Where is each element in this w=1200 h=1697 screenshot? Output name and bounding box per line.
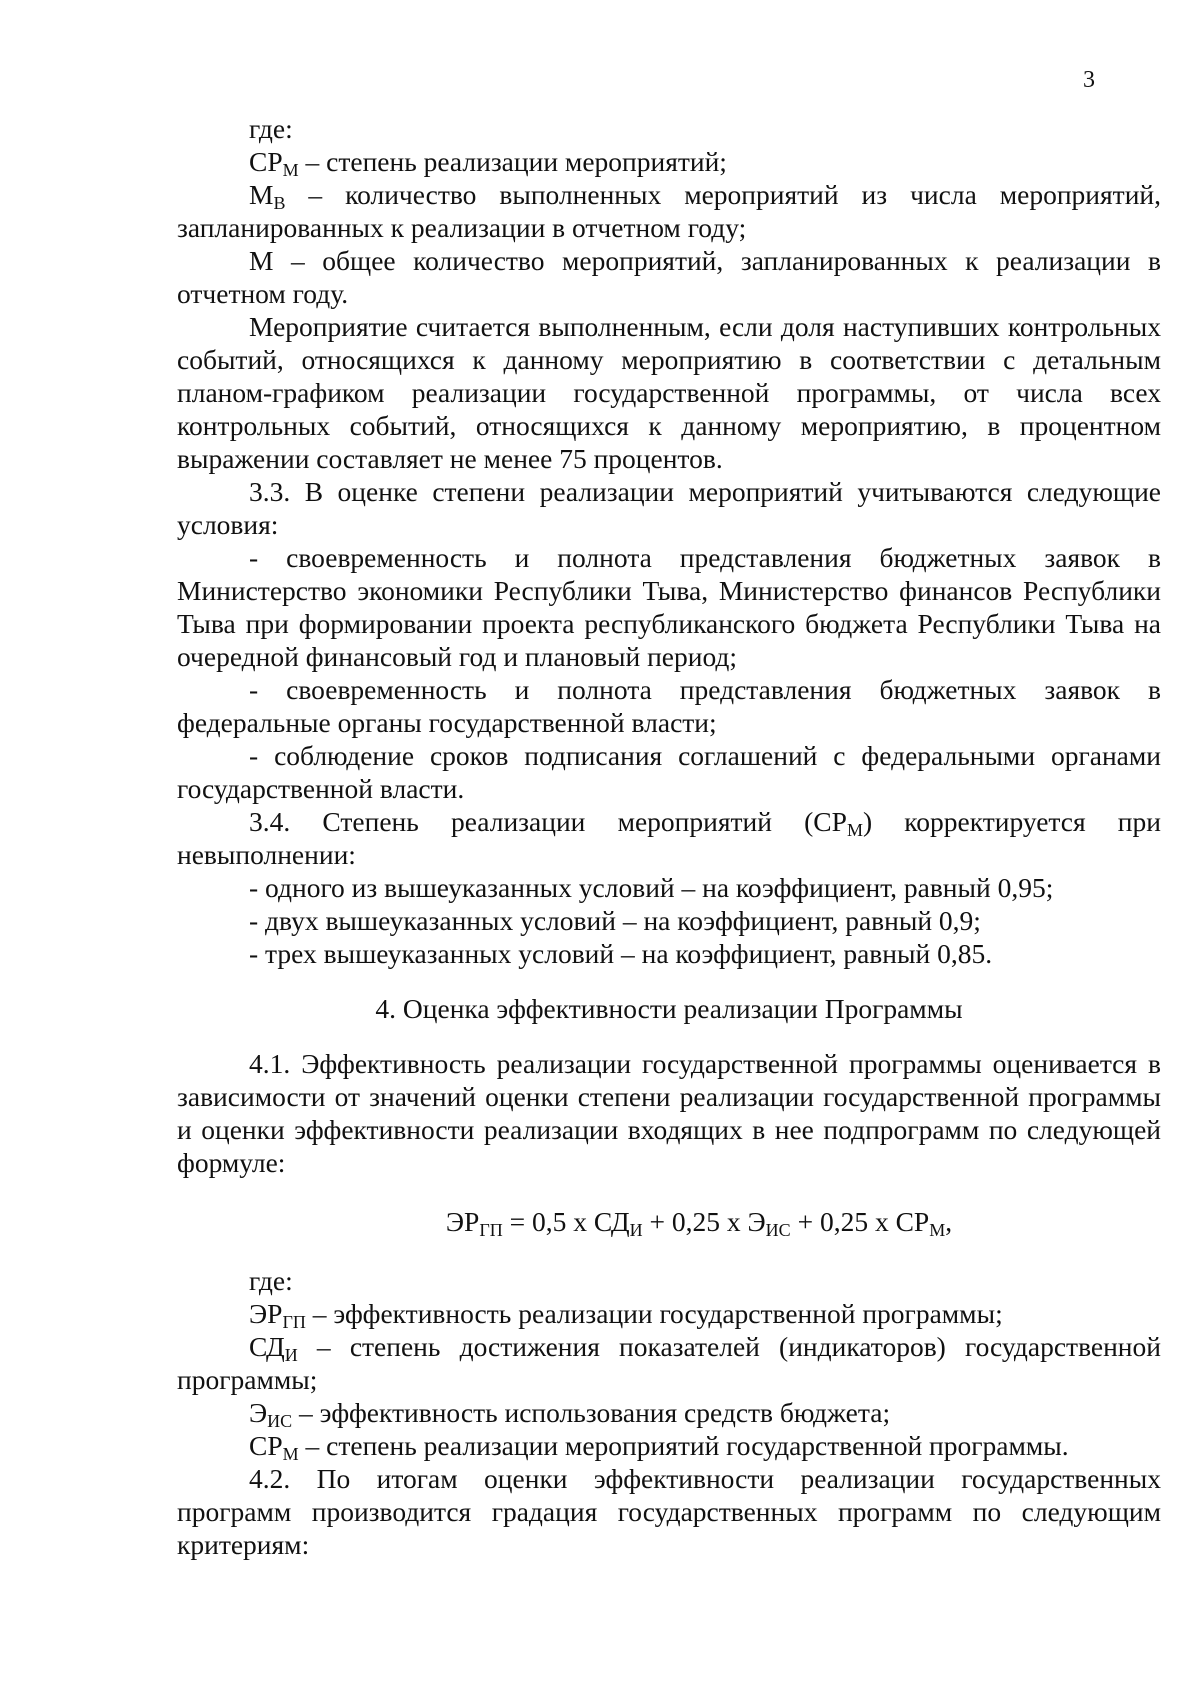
paragraph-completed-event: Мероприятие считается выполненным, если доля наступивших контрольных событий, относящихся к данному мероприятию в соответствии с детальным планом-графиком реализации государственной программы, от числа всех контрольных событий, относящихся к данному мероприятию, в процентном выражении составляет не менее 75 процентов.: [177, 311, 1161, 474]
formula-part: = 0,5 х СД: [502, 1206, 630, 1237]
symbol-sr: СР: [249, 1430, 283, 1461]
definition-m: М – общее количество мероприятий, запланированных к реализации в отчетном году.: [177, 245, 1161, 309]
definition-text: – степень реализации мероприятий;: [298, 146, 727, 177]
definition-sr: [177, 1429, 1161, 1462]
document-body: [177, 112, 1161, 1561]
definition-mv: [177, 178, 1161, 244]
subscript-m: М: [282, 1444, 299, 1464]
definition-e: [177, 1396, 1161, 1429]
symbol-sd: СД: [249, 1331, 285, 1362]
subscript-i: И: [284, 1345, 298, 1365]
symbol-er: ЭР: [249, 1298, 283, 1329]
correction-item-3: - трех вышеуказанных условий – на коэффициент, равный 0,85.: [249, 938, 993, 969]
formula-er: ЭР: [445, 1206, 480, 1237]
definition-text: – степень реализации мероприятий государственной программы.: [298, 1430, 1069, 1461]
paragraph-3-4: [177, 805, 1161, 871]
definition-srm: [177, 145, 1161, 178]
formula: [177, 1205, 1161, 1238]
subscript-gp: ГП: [282, 1312, 306, 1332]
subscript-i: И: [629, 1220, 643, 1240]
formula-part: + 0,25 х Э: [642, 1206, 766, 1237]
condition-item-1: - своевременность и полнота представления бюджетных заявок в Министерство экономики Республики Тыва, Министерство финансов Республики Тыва при формировании проекта республиканского бюджета Республики Тыва на очередной финансовый год и плановый период;: [177, 542, 1161, 672]
section-heading: 4. Оценка эффективности реализации Программы: [375, 993, 963, 1024]
condition-item-2: - своевременность и полнота представления бюджетных заявок в федеральные органы государственной власти;: [177, 674, 1161, 738]
where-label: где:: [249, 1265, 293, 1296]
subscript-m: М: [929, 1220, 946, 1240]
subscript-m: М: [282, 160, 299, 180]
subscript-is: ИС: [765, 1220, 791, 1240]
paragraph-4-2: 4.2. По итогам оценки эффективности реализации государственных программ производится градация государственных программ по следующим критериям:: [177, 1463, 1161, 1560]
paragraph-3-3: 3.3. В оценке степени реализации мероприятий учитываются следующие условия:: [177, 476, 1161, 540]
definition-text: – эффективность использования средств бюджета;: [292, 1397, 891, 1428]
paragraph-4-1: 4.1. Эффективность реализации государственной программы оценивается в зависимости от значений оценки степени реализации государственной программы и оценки эффективности реализации входящих в нее подпрограмм по следующей формуле:: [177, 1048, 1161, 1178]
correction-item-2: - двух вышеуказанных условий – на коэффициент, равный 0,9;: [249, 905, 981, 936]
formula-part: + 0,25 х СР: [790, 1206, 930, 1237]
symbol-srm: СР: [249, 146, 283, 177]
formula-part: ,: [945, 1206, 953, 1237]
condition-item-3: - соблюдение сроков подписания соглашений с федеральными органами государственной власти.: [177, 740, 1161, 804]
symbol-mv: М: [249, 179, 274, 210]
definition-text: – количество выполненных мероприятий из числа мероприятий, запланированных к реализации в отчетном году;: [177, 179, 1161, 243]
where-label: где:: [249, 113, 293, 144]
page-number: 3: [1083, 67, 1095, 93]
subscript-v: В: [273, 193, 286, 213]
correction-item-1: - одного из вышеуказанных условий – на коэффициент, равный 0,95;: [249, 872, 1054, 903]
definition-text: – эффективность реализации государственной программы;: [305, 1298, 1003, 1329]
subscript-gp: ГП: [479, 1220, 503, 1240]
definition-sd: [177, 1330, 1161, 1396]
definition-er: [177, 1297, 1161, 1330]
subscript-is: ИС: [267, 1411, 293, 1431]
symbol-e: Э: [249, 1397, 268, 1428]
definition-text: – степень достижения показателей (индикаторов) государственной программы;: [177, 1331, 1161, 1395]
paragraph-text: ) корректируется при невыполнении:: [177, 806, 1161, 870]
paragraph-text: 3.4. Степень реализации мероприятий (СР: [249, 806, 847, 837]
subscript-m: М: [846, 820, 863, 840]
